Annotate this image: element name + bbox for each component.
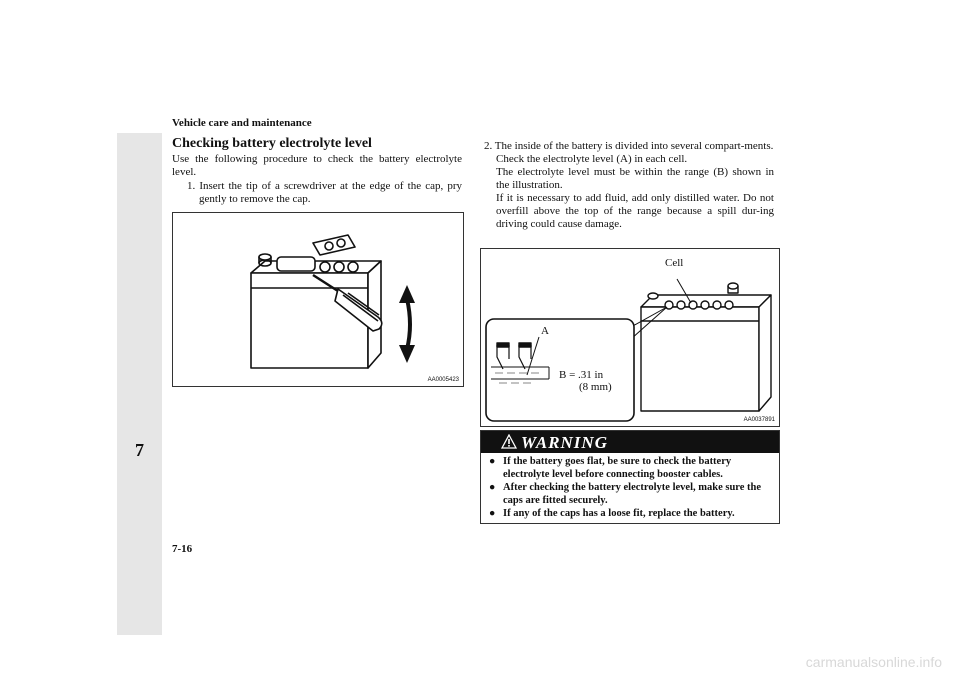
label-b-inch: B = .31 in (559, 369, 604, 381)
step-2-line: The electrolyte level must be within the range (B) shown in the illustration. (496, 166, 774, 191)
warning-item (487, 456, 771, 481)
label-a: A (541, 325, 549, 337)
warning-item (487, 482, 771, 507)
battery-screwdriver-illustration (173, 213, 463, 386)
warning-triangle-icon (501, 434, 517, 449)
chapter-tab (117, 133, 162, 635)
chapter-number: 7 (135, 440, 144, 460)
warning-box (480, 430, 780, 524)
label-cell: Cell (665, 257, 684, 269)
label-b-mm: (8 mm) (579, 381, 612, 393)
warning-item-text: If the battery goes flat, be sure to check the battery electrolyte level before connecting booster cables. (503, 456, 732, 480)
step-2-line: If it is necessary to add fluid, add only distilled water. Do not overfill above the top of the range because a spill dur-ing driving could cause damage. (496, 192, 774, 230)
figure-code: AA0037891 (743, 417, 775, 423)
bullet-icon: ● (489, 508, 496, 519)
watermark[interactable]: carmanualsonline.info (805, 654, 942, 670)
battery-cell-illustration (481, 249, 779, 426)
warning-item-text: After checking the battery electrolyte level, make sure the caps are fitted securely. (503, 482, 762, 506)
section-title: Vehicle care and maintenance (172, 117, 312, 129)
bullet-icon: ● (489, 456, 496, 467)
warning-header (481, 431, 779, 453)
step-2 (484, 140, 774, 231)
warning-list (487, 456, 771, 522)
figure-screwdriver-cap (172, 212, 464, 387)
bullet-icon: ● (489, 482, 496, 493)
page-number: 7-16 (172, 543, 193, 555)
figure-electrolyte-level (480, 248, 780, 427)
step-2-first: 2. The inside of the battery is divided into several compart-ments. (484, 140, 774, 152)
figure-code: AA0005423 (427, 377, 459, 383)
step-2-line: Check the electrolyte level (A) in each cell. (496, 153, 688, 165)
section-heading: Checking battery electrolyte level (172, 136, 372, 151)
warning-item (487, 508, 771, 521)
warning-title: WARNING (521, 433, 608, 452)
warning-item-text: If any of the caps has a loose fit, replace the battery. (503, 508, 735, 519)
intro-paragraph: Use the following procedure to check the battery electrolyte level. (172, 153, 462, 178)
step-1: 1. Insert the tip of a screwdriver at the edge of the cap, pry gently to remove the cap. (187, 180, 462, 205)
